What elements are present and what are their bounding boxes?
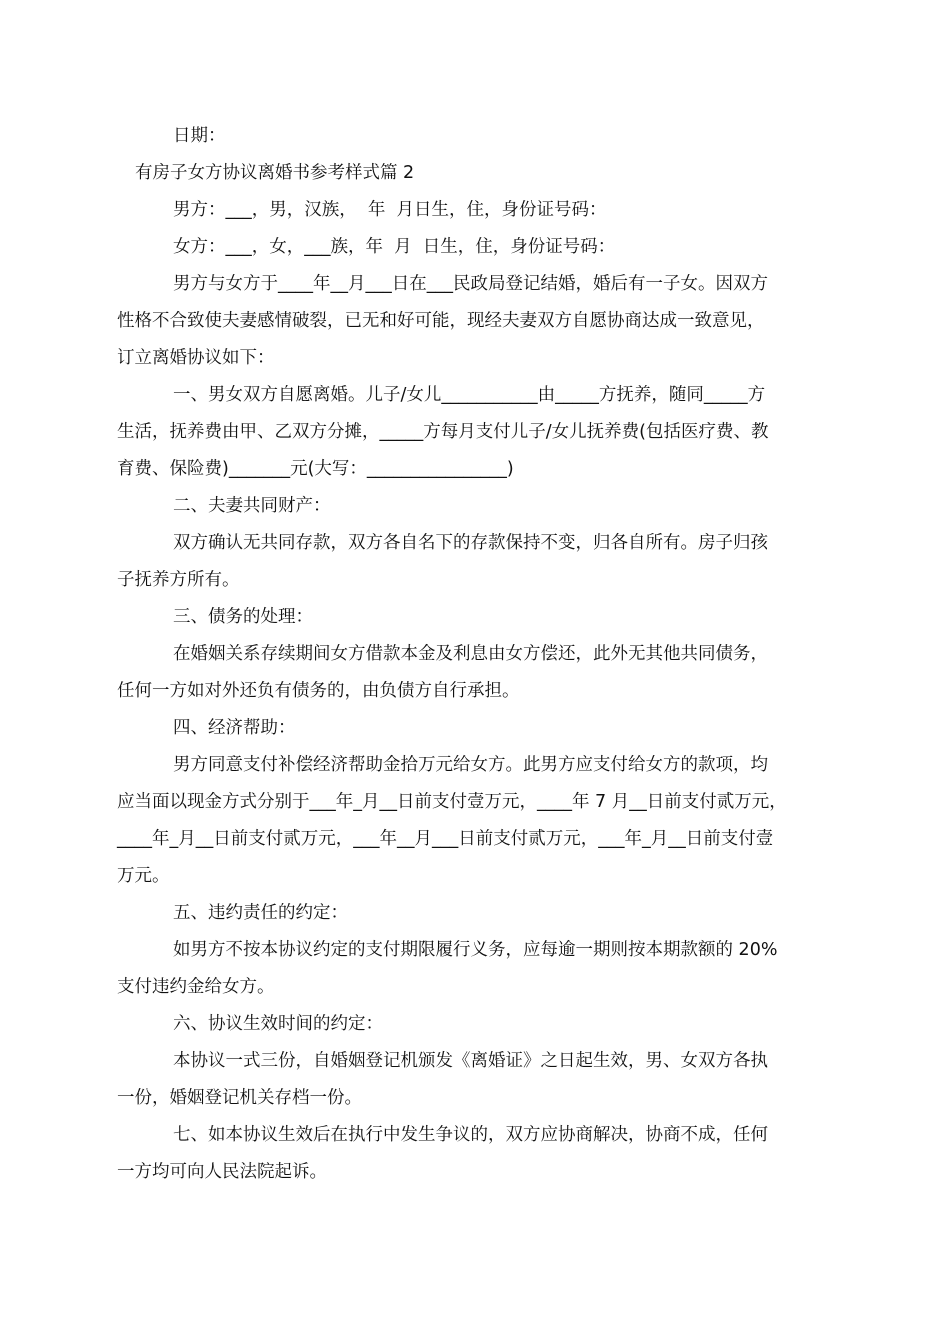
paragraph-line: 育费、保险费)_______元(大写：________________)	[117, 459, 514, 479]
section-4-heading: 四、经济帮助：	[173, 718, 296, 738]
paragraph-line: 男方：___，男，汉族， 年 月日生，住，身份证号码：	[173, 200, 607, 220]
paragraph-line: 本协议一式三份，自婚姻登记机颁发《离婚证》之日起生效，男、女双方各执	[173, 1051, 768, 1071]
section-7-line: 七、如本协议生效后在执行中发生争议的，双方应协商解决，协商不成，任何	[173, 1125, 768, 1145]
paragraph-line: 男方与女方于____年__月___日在___民政局登记结婚，婚后有一子女。因双方	[173, 274, 768, 294]
section-6-heading: 六、协议生效时间的约定：	[173, 1014, 383, 1034]
paragraph-line: 如男方不按本协议约定的支付期限履行义务，应每逾一期则按本期款额的 20%	[173, 940, 778, 960]
paragraph-line: 性格不合致使夫妻感情破裂，已无和好可能，现经夫妻双方自愿协商达成一致意见，	[117, 311, 765, 331]
paragraph-line: 女方：___，女，___族，年 月 日生，住，身份证号码：	[173, 237, 616, 257]
paragraph-line: ____年_月__日前支付贰万元，___年__月___日前支付贰万元，___年_月__日前支付壹	[117, 829, 774, 849]
document-title: 有房子女方协议离婚书参考样式篇 2	[135, 163, 415, 183]
paragraph-line: 一份，婚姻登记机关存档一份。	[117, 1088, 362, 1108]
paragraph-line: 男方同意支付补偿经济帮助金拾万元给女方。此男方应支付给女方的款项，均	[173, 755, 768, 775]
date-line: 日期：	[173, 126, 226, 146]
paragraph-line: 子抚养方所有。	[117, 570, 240, 590]
section-5-heading: 五、违约责任的约定：	[173, 903, 348, 923]
paragraph-line: 支付违约金给女方。	[117, 977, 275, 997]
section-3-heading: 三、债务的处理：	[173, 607, 313, 627]
paragraph-line: 万元。	[117, 866, 170, 886]
paragraph-line: 任何一方如对外还负有债务的，由负债方自行承担。	[117, 681, 520, 701]
section-2-heading: 二、夫妻共同财产：	[173, 496, 331, 516]
paragraph-line: 在婚姻关系存续期间女方借款本金及利息由女方偿还，此外无其他共同债务，	[173, 644, 768, 664]
paragraph-line: 应当面以现金方式分别于___年_月__日前支付壹万元，____年 7 月__日前支付贰万元，	[117, 792, 787, 812]
paragraph-line: 一方均可向人民法院起诉。	[117, 1162, 327, 1182]
section-1-line: 一、男女双方自愿离婚。儿子/女儿___________由_____方抚养，随同_____方	[173, 385, 766, 405]
paragraph-line: 生活，抚养费由甲、乙双方分摊，_____方每月支付儿子/女儿抚养费(包括医疗费、教	[117, 422, 769, 442]
paragraph-line: 双方确认无共同存款，双方各自名下的存款保持不变，归各自所有。房子归孩	[173, 533, 768, 553]
paragraph-line: 订立离婚协议如下：	[117, 348, 275, 368]
